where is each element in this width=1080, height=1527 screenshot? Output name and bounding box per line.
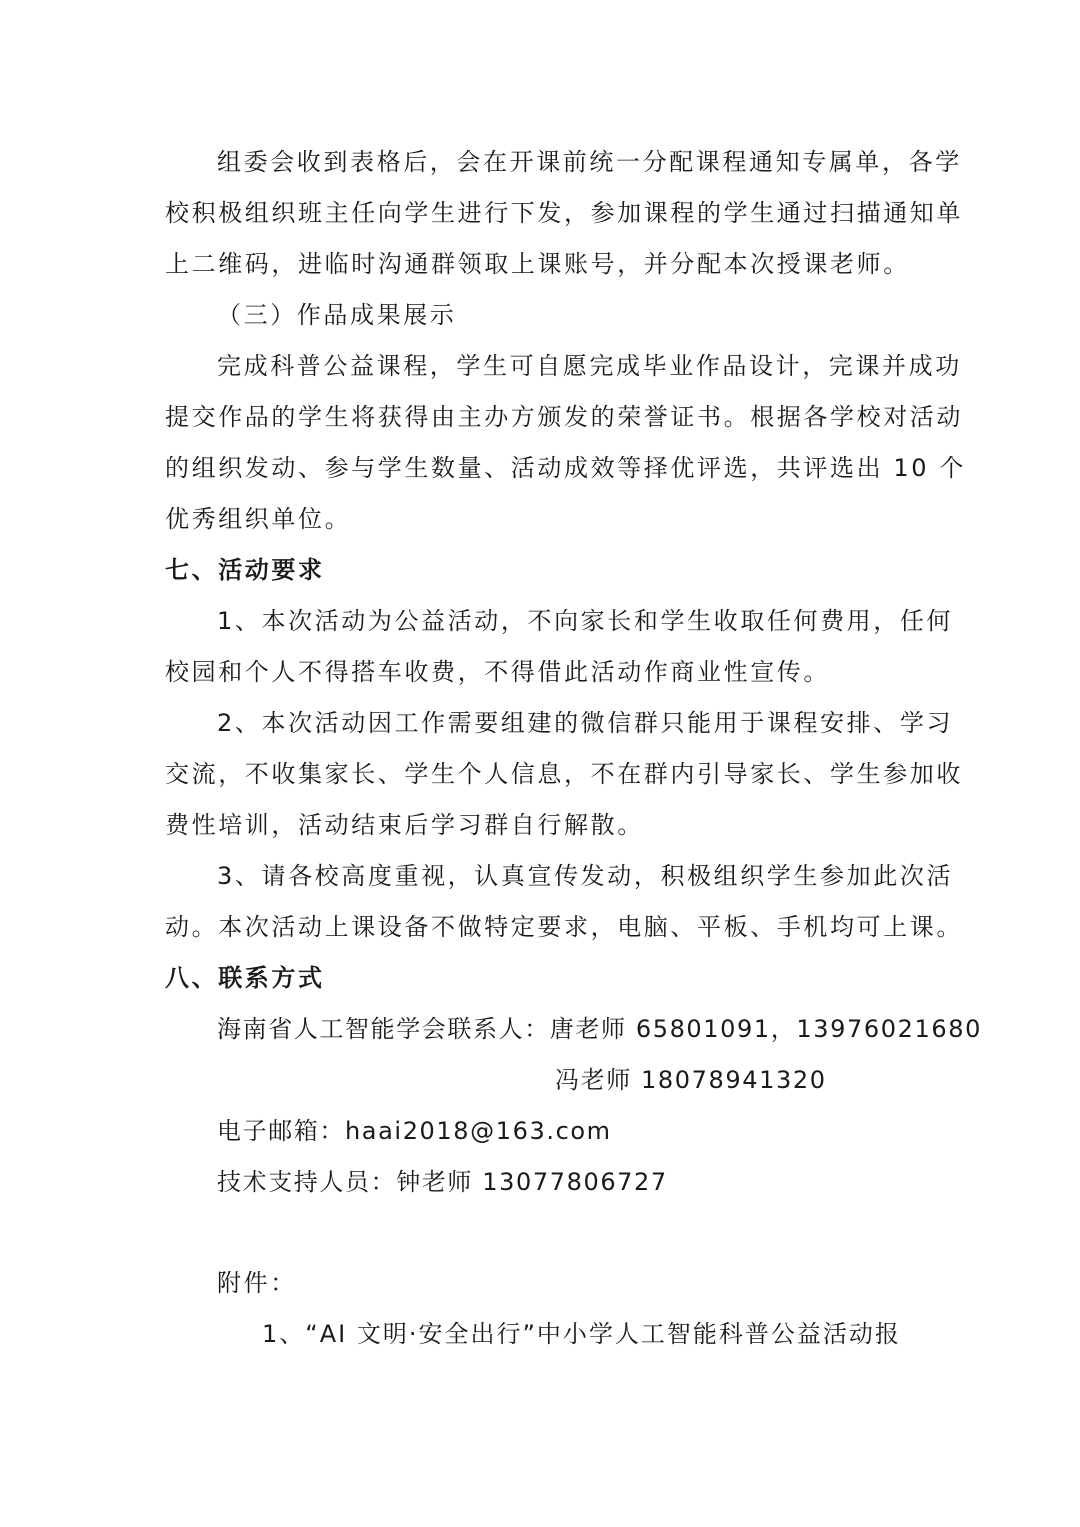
requirement-line: 2、本次活动因工作需要组建的微信群只能用于课程安排、学习 (217, 709, 954, 737)
paragraph-line: 优秀组织单位。 (165, 505, 352, 533)
contact-line: 海南省人工智能学会联系人：唐老师 65801091，13976021680 (217, 1015, 982, 1043)
paragraph-line: 提交作品的学生将获得由主办方颁发的荣誉证书。根据各学校对活动 (165, 403, 963, 431)
paragraph-line: 校积极组织班主任向学生进行下发，参加课程的学生通过扫描通知单 (165, 199, 963, 227)
contact-line: 冯老师 18078941320 (555, 1066, 827, 1094)
paragraph-line: 上二维码，进临时沟通群领取上课账号，并分配本次授课老师。 (165, 250, 910, 278)
attachment-label: 附件： (217, 1269, 297, 1297)
email-line: 电子邮箱：haai2018@163.com (217, 1117, 612, 1145)
paragraph-line: 的组织发动、参与学生数量、活动成效等择优评选，共评选出 10 个 (165, 454, 966, 482)
requirement-line: 校园和个人不得搭车收费，不得借此活动作商业性宣传。 (165, 658, 830, 686)
attachment-item: 1、“AI 文明·安全出行”中小学人工智能科普公益活动报 (262, 1320, 901, 1348)
paragraph-line: 完成科普公益课程，学生可自愿完成毕业作品设计，完课并成功 (217, 352, 962, 380)
section-heading-8: 八、联系方式 (165, 964, 325, 992)
paragraph-line: 组委会收到表格后，会在开课前统一分配课程通知专属单，各学 (217, 148, 962, 176)
requirement-line: 1、本次活动为公益活动，不向家长和学生收取任何费用，任何 (217, 607, 954, 635)
requirement-line: 3、请各校高度重视，认真宣传发动，积极组织学生参加此次活 (217, 862, 954, 890)
section-heading-7: 七、活动要求 (165, 556, 325, 584)
requirement-line: 交流，不收集家长、学生个人信息，不在群内引导家长、学生参加收 (165, 760, 963, 788)
tech-support-line: 技术支持人员：钟老师 13077806727 (217, 1168, 668, 1196)
subsection-title: （三）作品成果展示 (217, 301, 457, 329)
requirement-line: 动。本次活动上课设备不做特定要求，电脑、平板、手机均可上课。 (165, 913, 963, 941)
requirement-line: 费性培训，活动结束后学习群自行解散。 (165, 811, 644, 839)
